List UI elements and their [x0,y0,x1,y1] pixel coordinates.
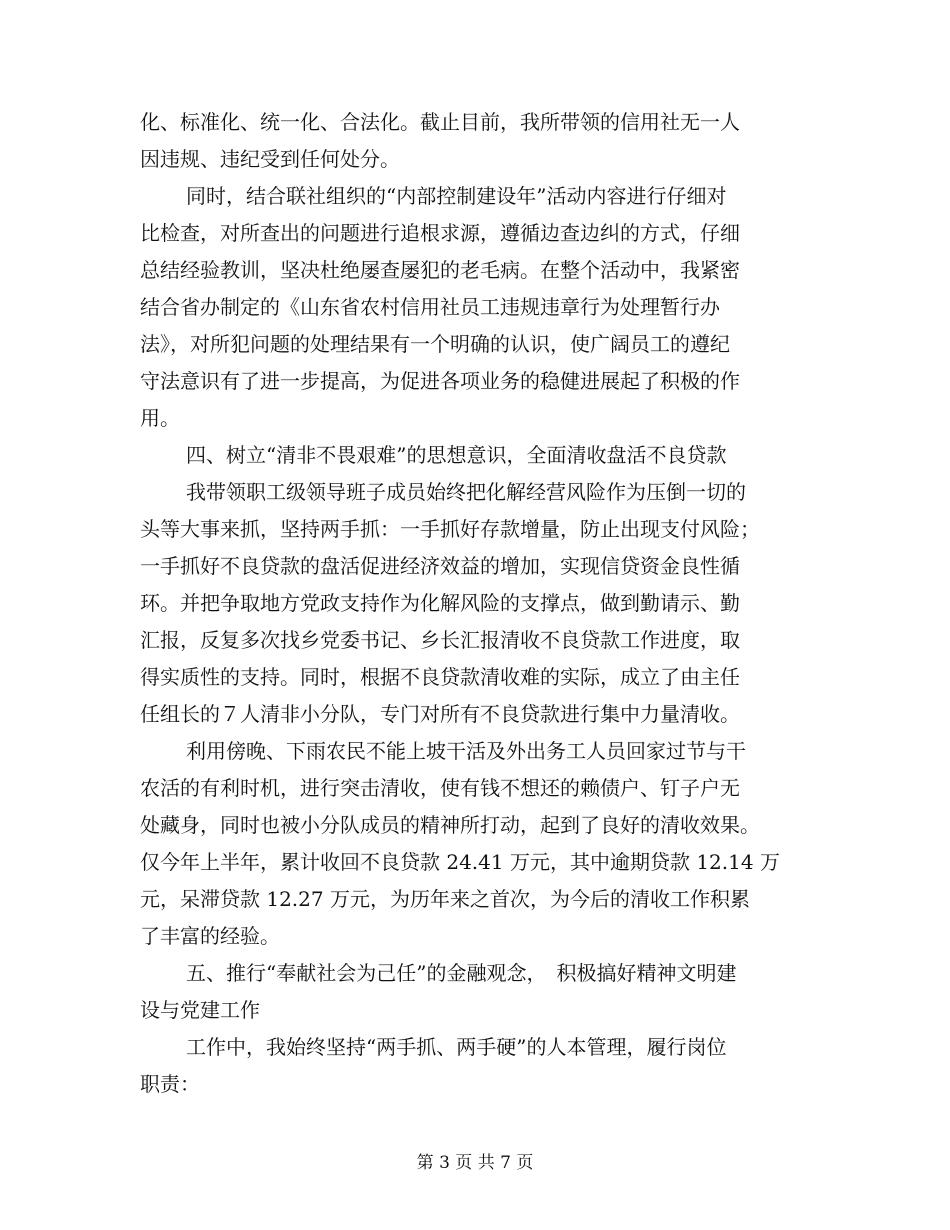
paragraph-start-line: 我带领职工级领导班子成员始终把化解经营风险作为压倒一切的 [186,480,746,504]
document-body [140,104,812,1103]
body-line: 总结经验教训，坚决杜绝屡查屡犯的老毛病。在整个活动中，我紧密 [140,258,740,282]
body-line: 任组长的７人清非小分队，专门对所有不良贷款进行集中力量清收。 [140,702,740,726]
body-line: 了丰富的经验。 [140,924,280,948]
body-line: 得实质性的支持。同时，根据不良贷款清收难的实际，成立了由主任 [140,665,740,689]
body-line: 法》，对所犯问题的处理结果有一个明确的认识，使广阔员工的遵纪 [140,332,730,356]
body-line: 一手抓好不良贷款的盘活促进经济效益的增加，实现信贷资金良性循 [140,554,740,578]
section-heading-five-continued: 设与党建工作 [140,998,260,1022]
body-line: 因违规、违纪受到任何处分。 [140,147,400,171]
body-line: 仅今年上半年，累计收回不良贷款 24.41 万元，其中逾期贷款 12.14 万 [140,850,780,874]
body-line: 环。并把争取地方党政支持作为化解风险的支撑点，做到勤请示、勤 [140,591,740,615]
paragraph-start-line: 同时，结合联社组织的“内部控制建设年”活动内容进行仔细对 [186,184,727,208]
body-line: 头等大事来抓，坚持两手抓：一手抓好存款增量，防止出现支付风险； [140,517,760,541]
section-heading-four: 四、树立“清非不畏艰难”的思想意识，全面清收盘活不良贷款 [186,443,727,467]
body-line: 职责： [140,1072,200,1096]
body-line: 元，呆滞贷款 12.27 万元，为历年来之首次，为今后的清收工作积累 [140,887,750,911]
page-footer: 第 3 页 共 7 页 [416,1153,534,1173]
body-line: 比检查，对所查出的问题进行追根求源，遵循边查边纠的方式，仔细 [140,221,740,245]
body-line: 结合省办制定的《山东省农村信用社员工违规违章行为处理暂行办 [140,295,720,319]
body-line: 用。 [140,406,180,430]
body-line: 农活的有利时机，进行突击清收，使有钱不想还的赖债户、钉子户无 [140,776,740,800]
paragraph-start-line: 利用傍晚、下雨农民不能上坡干活及外出务工人员回家过节与干 [186,739,746,763]
body-line: 汇报，反复多次找乡党委书记、乡长汇报清收不良贷款工作进度，取 [140,628,740,652]
body-line: 化、标准化、统一化、合法化。截止目前，我所带领的信用社无一人 [140,110,740,134]
body-line: 处藏身，同时也被小分队成员的精神所打动，起到了良好的清收效果。 [140,813,760,837]
body-line: 守法意识有了进一步提高，为促进各项业务的稳健进展起了积极的作 [140,369,740,393]
section-heading-five: 五、推行“奉献社会为己任”的金融观念， 积极搞好精神文明建 [186,961,737,985]
paragraph-start-line: 工作中，我始终坚持“两手抓、两手硬”的人本管理，履行岗位 [186,1035,727,1059]
